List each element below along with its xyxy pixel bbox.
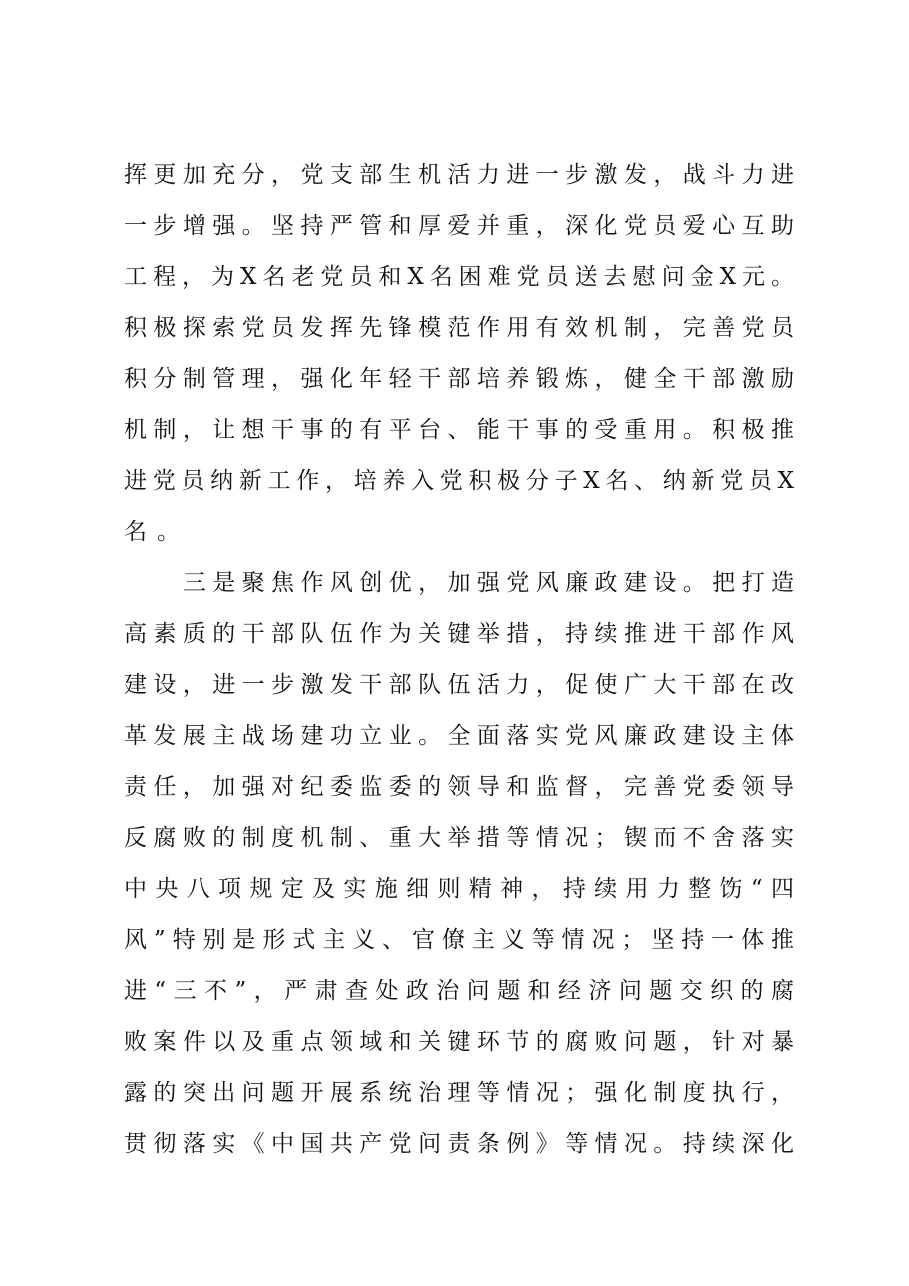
text-line: 积分制管理，强化年轻干部培养锻炼，健全干部激励 <box>124 366 794 392</box>
text-line: 败案件以及重点领域和关键环节的腐败问题，针对暴 <box>124 1029 794 1055</box>
text-line: 进党员纳新工作，培养入党积极分子X名、纳新党员X <box>124 468 794 494</box>
text-line-paragraph-end: 名。 <box>124 519 190 545</box>
text-line: 中央八项规定及实施细则精神，持续用力整饬“四 <box>124 876 794 902</box>
text-line: 机制，让想干事的有平台、能干事的受重用。积极推 <box>124 417 794 443</box>
text-line: 露的突出问题开展系统治理等情况；强化制度执行， <box>124 1080 794 1106</box>
text-line: 贯彻落实《中国共产党问责条例》等情况。持续深化 <box>124 1131 794 1157</box>
text-line: 进“三不”，严肃查处政治问题和经济问题交织的腐 <box>124 978 794 1004</box>
text-line: 革发展主战场建功立业。全面落实党风廉政建设主体 <box>124 723 794 749</box>
text-line: 工程，为X名老党员和X名困难党员送去慰问金X元。 <box>124 264 794 290</box>
text-line: 一步增强。坚持严管和厚爱并重，深化党员爱心互助 <box>124 213 794 239</box>
text-line: 建设，进一步激发干部队伍活力，促使广大干部在改 <box>124 672 794 698</box>
text-line: 积极探索党员发挥先锋模范作用有效机制，完善党员 <box>124 315 794 341</box>
text-line-paragraph-start: 三是聚焦作风创优，加强党风廉政建设。把打造 <box>124 570 794 596</box>
text-line: 风”特别是形式主义、官僚主义等情况；坚持一体推 <box>124 927 794 953</box>
text-line: 责任，加强对纪委监委的领导和监督，完善党委领导 <box>124 774 794 800</box>
text-line: 挥更加充分，党支部生机活力进一步激发，战斗力进 <box>124 162 794 188</box>
document-body <box>124 150 794 1170</box>
text-line: 高素质的干部队伍作为关键举措，持续推进干部作风 <box>124 621 794 647</box>
text-line: 反腐败的制度机制、重大举措等情况；锲而不舍落实 <box>124 825 794 851</box>
